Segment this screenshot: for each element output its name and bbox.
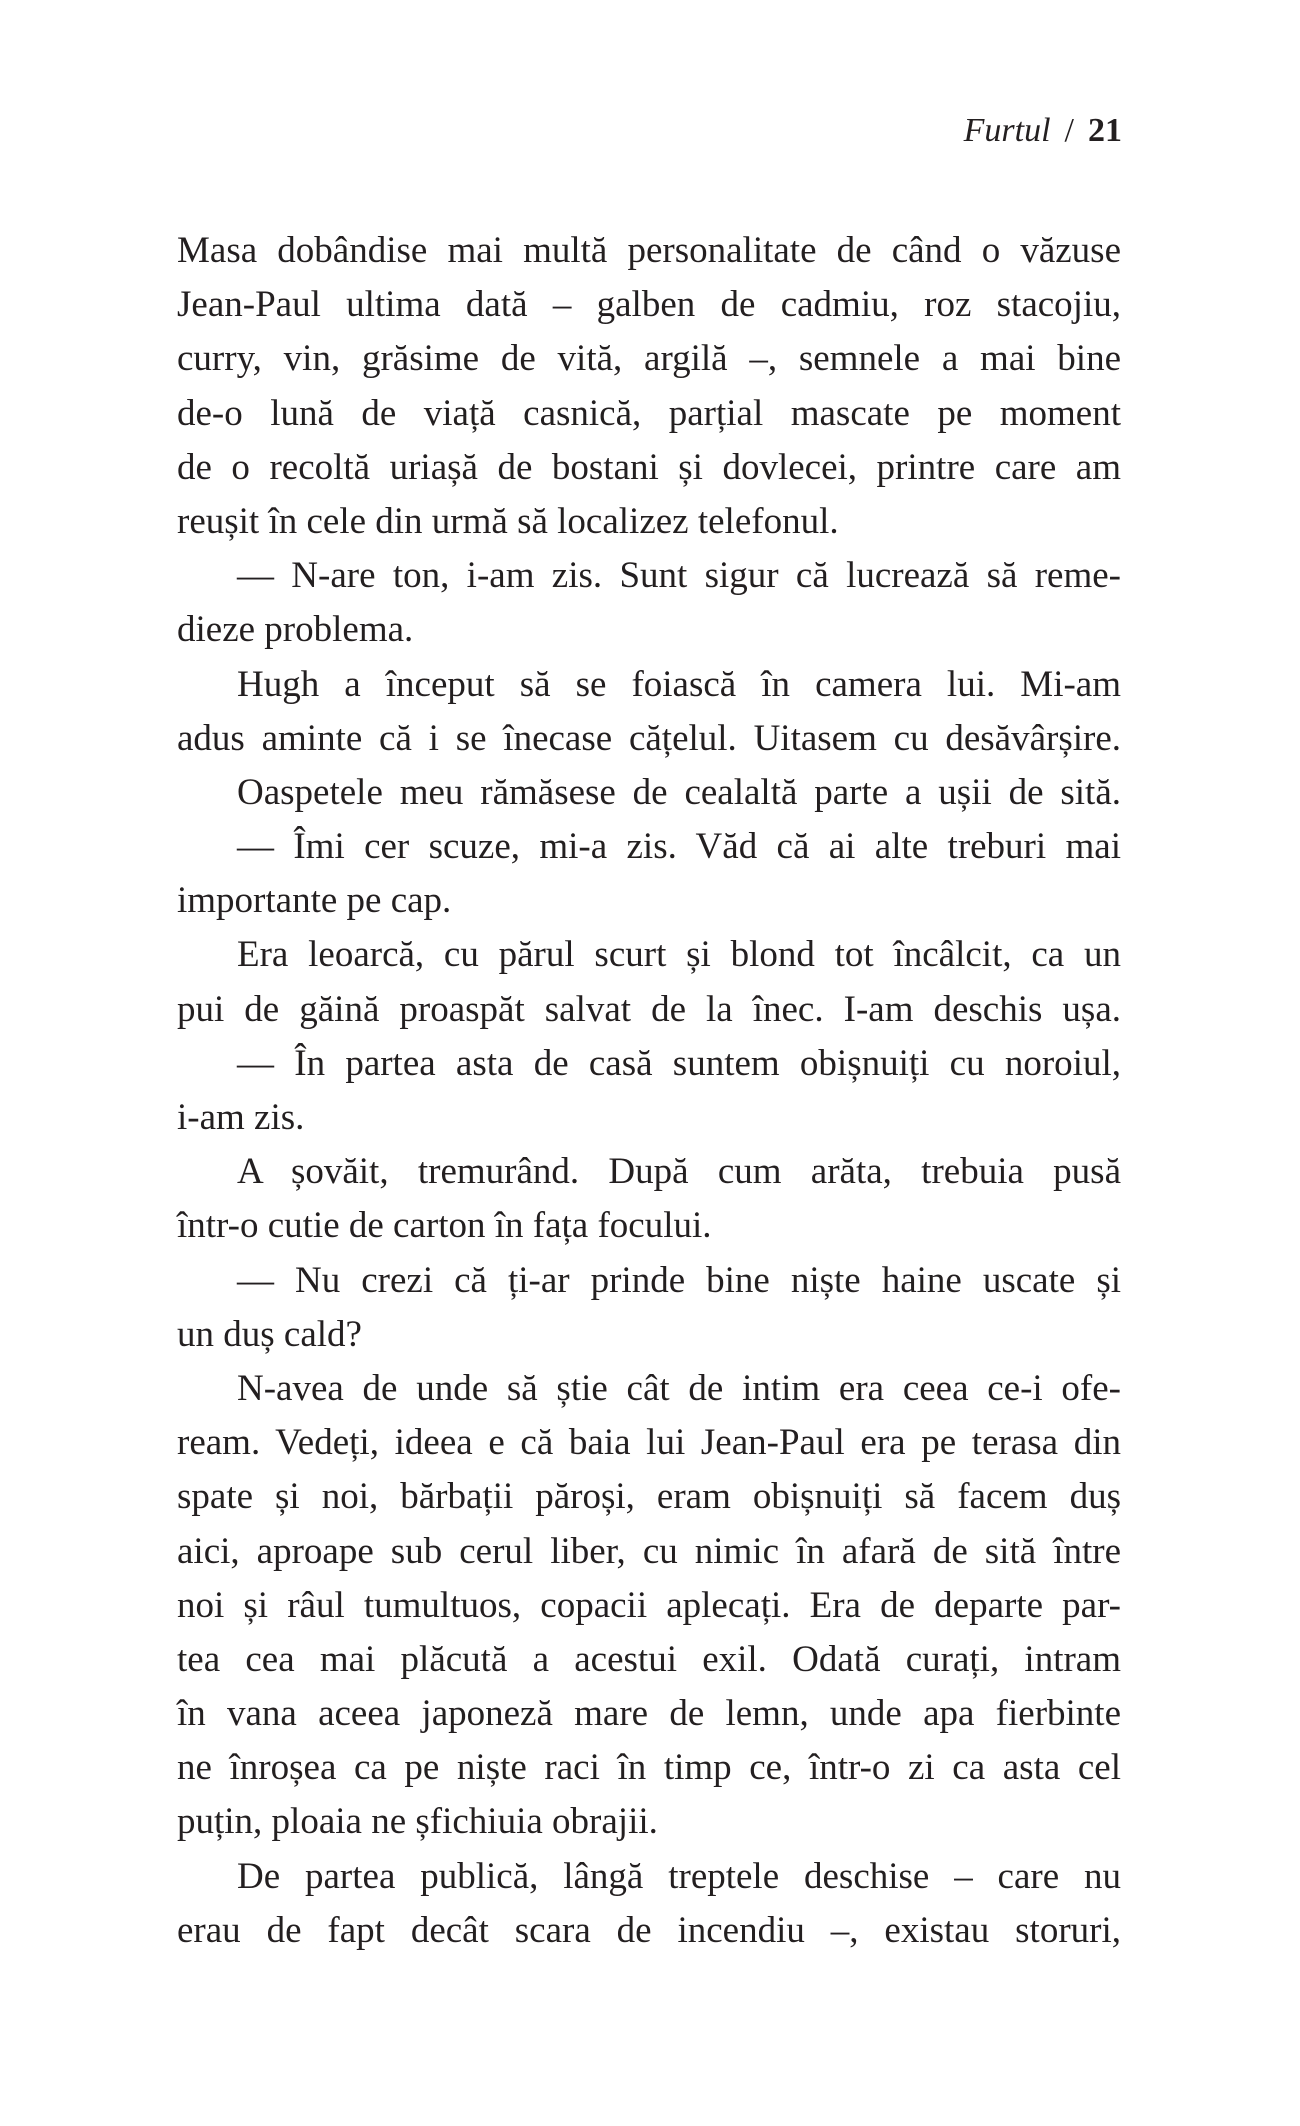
page-body-text [177,224,1121,1958]
text-line: tea cea mai plăcută a acestui exil. Odată curați, intram [177,1638,1121,1680]
text-line: A șovăit, tremurând. După cum arăta, trebuia pusă [237,1151,1121,1193]
text-line: pui de găină proaspăt salvat de la înec. I-am deschis ușa. [177,988,1121,1030]
text-line: — Îmi cer scuze, mi-a zis. Văd că ai alte treburi mai [237,826,1121,868]
text-line: importante pe cap. [177,880,452,922]
text-line: puțin, ploaia ne șfichiuia obrajii. [177,1801,658,1843]
running-header [964,112,1122,150]
text-line: de o recoltă uriașă de bostani și dovlecei, printre care am [177,446,1121,488]
text-line: erau de fapt decât scara de incendiu –, existau storuri, [177,1909,1121,1951]
text-line: spate și noi, bărbații păroși, eram obișnuiți să facem duș [177,1476,1121,1518]
page-number: 21 [1088,112,1122,149]
text-line: noi și râul tumultuos, copacii aplecați. Era de departe par- [177,1584,1121,1626]
text-line: Era leoarcă, cu părul scurt și blond tot încâlcit, ca un [237,934,1121,976]
text-line: Hugh a început să se foiască în camera lui. Mi-am [237,663,1121,705]
text-line: aici, aproape sub cerul liber, cu nimic în afară de sită între [177,1530,1121,1572]
text-line: ream. Vedeți, ideea e că baia lui Jean-Paul era pe terasa din [177,1422,1121,1464]
text-line: curry, vin, grăsime de vită, argilă –, semnele a mai bine [177,338,1121,380]
text-line: Masa dobândise mai multă personalitate de când o văzuse [177,230,1121,271]
text-line: De partea publică, lângă treptele deschise – care nu [237,1855,1121,1897]
text-line: într-o cutie de carton în fața focului. [177,1205,712,1247]
text-line: Oaspetele meu rămăsese de cealaltă parte a ușii de sită. [237,771,1121,813]
text-line: — În partea asta de casă suntem obișnuiți cu noroiul, [237,1042,1121,1084]
text-line: în vana aceea japoneză mare de lemn, unde apa fierbinte [177,1693,1121,1735]
text-line: N-avea de unde să știe cât de intim era ceea ce-i ofe- [237,1367,1121,1409]
header-separator: / [1064,112,1074,149]
chapter-title: Furtul [963,112,1051,149]
text-line: dieze problema. [177,609,414,651]
text-line: de-o lună de viață casnică, parțial mascate pe moment [177,392,1121,434]
text-line: reușit în cele din urmă să localizez telefonul. [177,500,839,542]
text-line: un duș cald? [177,1313,362,1355]
text-line: i-am zis. [177,1097,305,1138]
text-line: ne înroșea ca pe niște raci în timp ce, într-o zi ca asta cel [177,1747,1121,1789]
text-line: adus aminte că i se înecase cățelul. Uitasem cu desăvârșire. [177,717,1121,759]
text-line: Jean-Paul ultima dată – galben de cadmiu, roz stacojiu, [177,284,1121,326]
text-line: — N-are ton, i-am zis. Sunt sigur că lucrează să reme- [237,555,1121,597]
text-line: — Nu crezi că ți-ar prinde bine niște haine uscate și [237,1259,1121,1301]
